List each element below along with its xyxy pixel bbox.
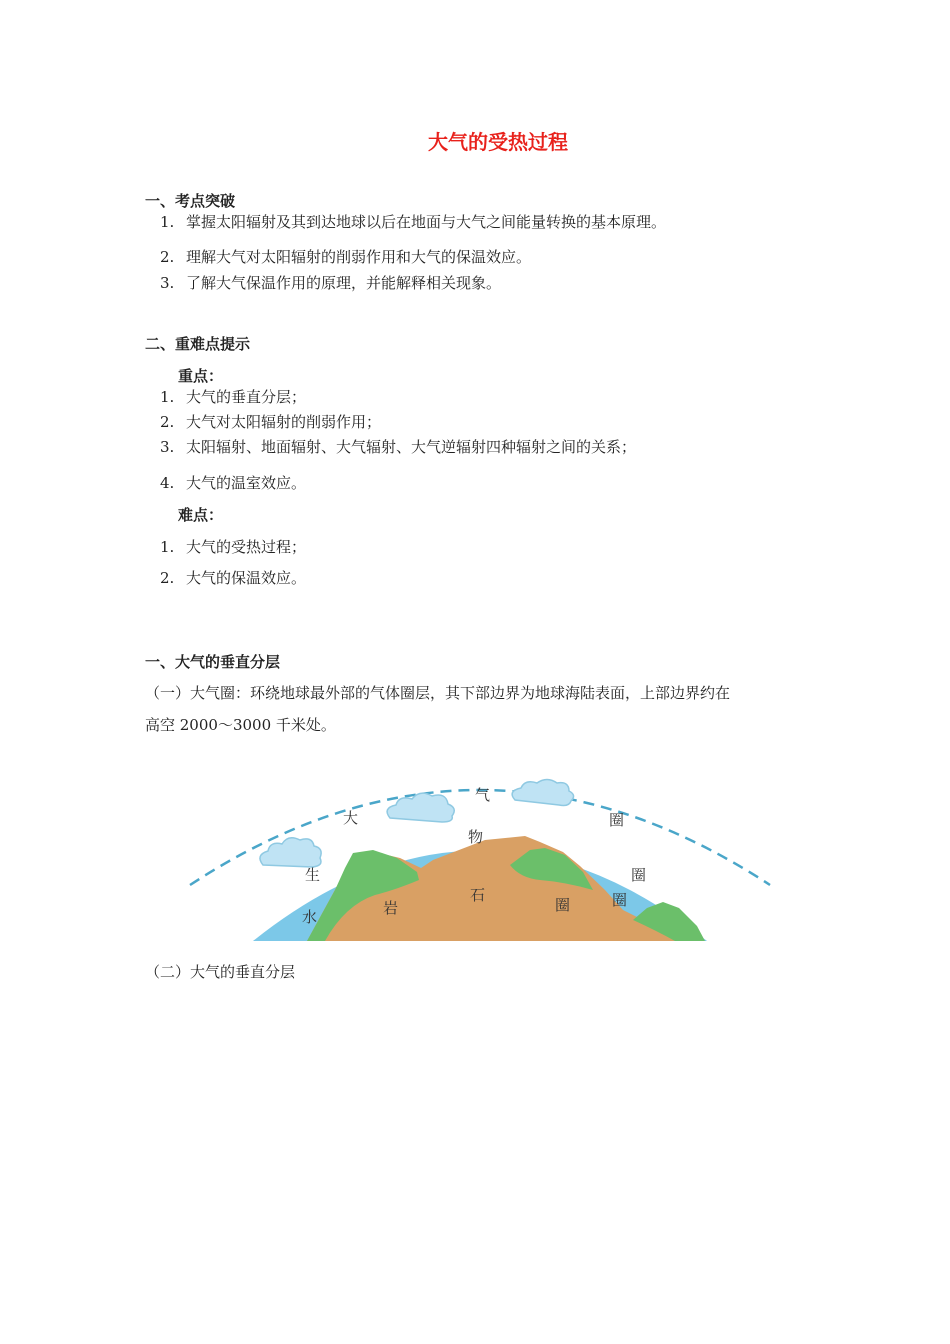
earth-spheres-diagram — [185, 740, 775, 950]
list-item: 1. 大气的垂直分层； — [160, 388, 307, 406]
label-atmos-2: 气 — [475, 786, 491, 804]
label-bio-3: 圈 — [631, 866, 647, 884]
list-item: 2. 大气的保温效应。 — [160, 569, 307, 587]
difficult-points-label: 难点： — [178, 506, 224, 524]
list-item: 3. 了解大气保温作用的原理，并能解释相关现象。 — [160, 274, 502, 292]
list-item: 2. 理解大气对太阳辐射的削弱作用和大气的保温效应。 — [160, 248, 532, 266]
cloud — [260, 838, 321, 867]
cloud — [512, 780, 573, 806]
section-heading-exam-points: 一、考点突破 — [145, 192, 236, 210]
label-litho-2: 石 — [470, 886, 486, 904]
label-bio-2: 物 — [468, 828, 484, 846]
list-item: 2. 大气对太阳辐射的削弱作用； — [160, 413, 382, 431]
label-bio-1: 生 — [305, 866, 321, 884]
list-item: 3. 太阳辐射、地面辐射、大气辐射、大气逆辐射四种辐射之间的关系； — [160, 438, 637, 456]
label-atmos-1: 大 — [343, 809, 359, 827]
section-heading-vertical-layers: 一、大气的垂直分层 — [145, 653, 281, 671]
label-atmos-3: 圈 — [609, 811, 625, 829]
list-item: 4. 大气的温室效应。 — [160, 474, 307, 492]
page-title: 大气的受热过程 — [428, 130, 568, 154]
label-hydro-1: 水 — [302, 908, 318, 926]
label-litho-1: 岩 — [383, 899, 399, 917]
section-heading-key-points: 二、重难点提示 — [145, 335, 251, 353]
paragraph-atmosphere-line2: 高空 2000～3000 千米处。 — [145, 716, 336, 734]
paragraph-atmosphere-line1: （一）大气圈：环绕地球最外部的气体圈层，其下部边界为地球海陆表面，上部边界约在 — [145, 684, 731, 702]
key-points-label: 重点： — [178, 367, 224, 385]
list-item: 1. 大气的受热过程； — [160, 538, 307, 556]
list-item: 1. 掌握太阳辐射及其到达地球以后在地面与大气之间能量转换的基本原理。 — [160, 213, 667, 231]
paragraph-vertical-layers: （二）大气的垂直分层 — [145, 963, 296, 981]
label-litho-3: 圈 — [555, 896, 571, 914]
label-hydro-2: 圈 — [612, 891, 628, 909]
